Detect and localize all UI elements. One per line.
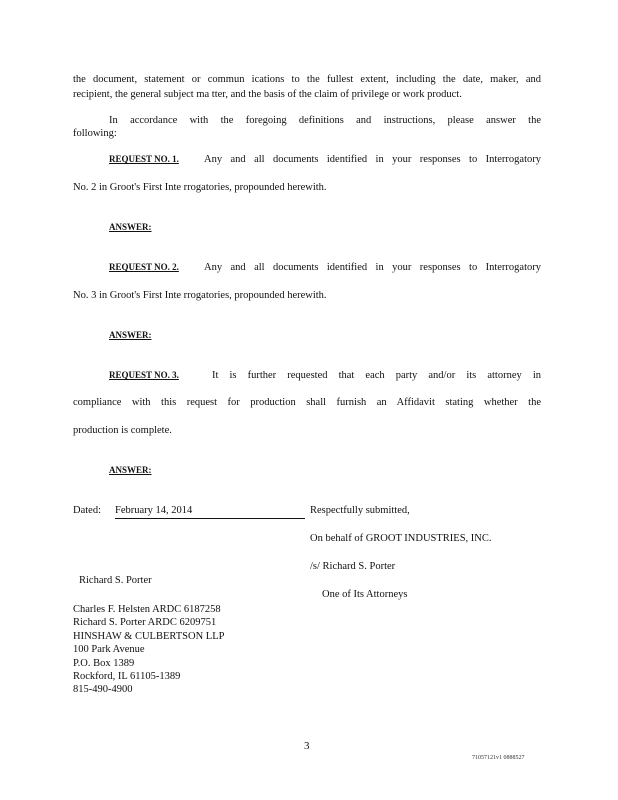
page-number: 3: [304, 740, 310, 752]
phone-number: 815-490-4900: [73, 684, 133, 696]
intro-line-2: recipient, the general subject ma tter, and the basis of the claim of privilege or work product.: [73, 89, 462, 100]
document-code: 71057121v1 0888527: [472, 755, 525, 761]
answer-1-label: ANSWER:: [109, 222, 152, 232]
attorney-contact-block: [73, 603, 224, 697]
request-2-line-2: No. 3 in Groot's First Inte rrogatories, propounded herewith.: [73, 290, 327, 301]
on-behalf-of: On behalf of GROOT INDUSTRIES, INC.: [310, 533, 492, 544]
request-3-line-3: production is complete.: [73, 425, 172, 436]
request-1-line-1: Any and all documents identified in your responses to Interrogatory: [204, 154, 541, 165]
intro-line-1: the document, statement or commun ications to the fullest extent, including the date, maker, and: [73, 74, 541, 85]
electronic-signature: /s/ Richard S. Porter: [310, 561, 396, 572]
request-1-line-2: No. 2 in Groot's First Inte rrogatories, propounded herewith.: [73, 182, 327, 193]
instructions-line-1: In accordance with the foregoing definitions and instructions, please answer the: [109, 115, 541, 126]
request-2-label: REQUEST NO. 2.: [109, 262, 179, 272]
attorney-line: Richard S. Porter ARDC 6209751: [73, 617, 217, 629]
respectfully-submitted: Respectfully submitted,: [310, 505, 410, 516]
request-1-label: REQUEST NO. 1.: [109, 154, 179, 164]
left-signature-name: Richard S. Porter: [79, 575, 152, 586]
answer-2-label: ANSWER:: [109, 330, 152, 340]
answer-3-label: ANSWER:: [109, 465, 152, 475]
request-2-line-1: Any and all documents identified in your responses to Interrogatory: [204, 262, 541, 273]
request-3-line-1: It is further requested that each party and/or its attorney in: [212, 370, 541, 381]
address-line: P.O. Box 1389: [73, 657, 135, 669]
request-3-line-2: compliance with this request for production shall furnish an Affidavit stating whether the: [73, 397, 541, 408]
instructions-line-2: following:: [73, 128, 117, 139]
address-line: Rockford, IL 61105-1389: [73, 671, 181, 683]
firm-name: HINSHAW & CULBERTSON LLP: [73, 630, 225, 642]
dated-value: February 14, 2014: [115, 505, 193, 516]
attorney-role: One of Its Attorneys: [322, 589, 408, 600]
request-3-label: REQUEST NO. 3.: [109, 370, 179, 380]
address-line: 100 Park Avenue: [73, 644, 145, 656]
dated-value-line: [115, 505, 305, 519]
attorney-line: Charles F. Helsten ARDC 6187258: [73, 604, 221, 615]
dated-label: Dated:: [73, 505, 101, 516]
